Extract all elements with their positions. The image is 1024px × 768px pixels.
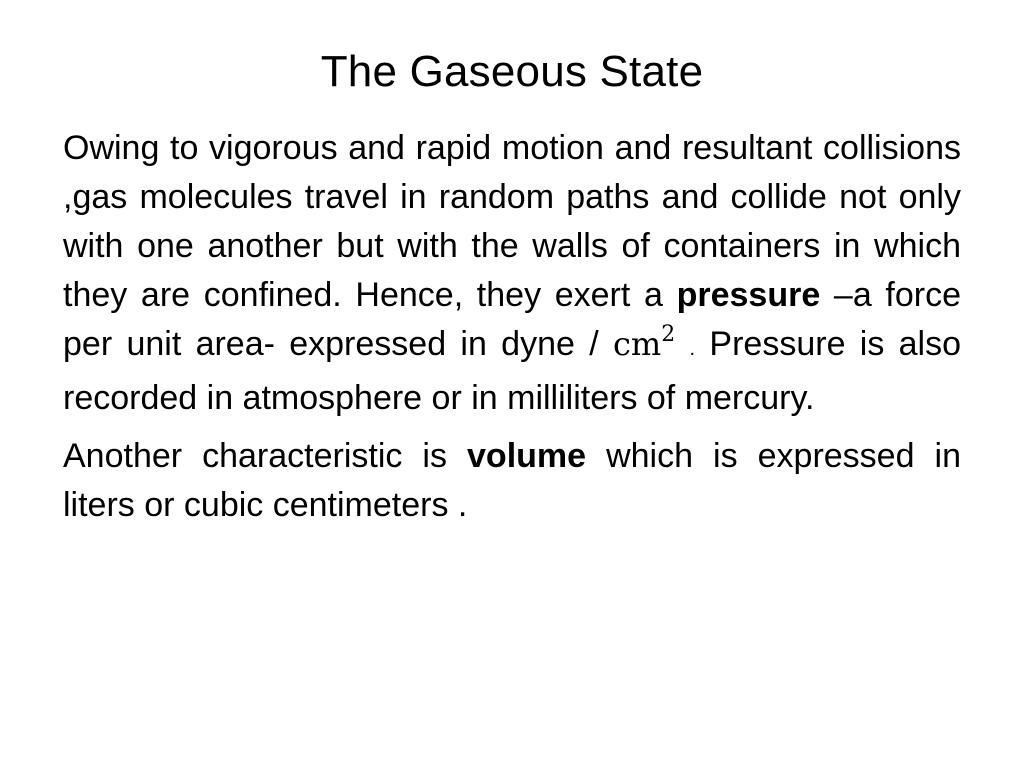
paragraph-pressure bbox=[63, 124, 961, 423]
paragraph-text: Pressure is also recorded in atmosphere or in milliliters of mercury. bbox=[63, 325, 962, 417]
paragraph-text: –a force per unit area- expressed in dyne / bbox=[63, 276, 961, 363]
unit-exponent: 2 bbox=[661, 322, 676, 347]
slide-body bbox=[63, 124, 961, 530]
unit-cm-squared bbox=[612, 322, 676, 363]
unit-base: cm bbox=[612, 325, 662, 363]
slide-title: The Gaseous State bbox=[320, 47, 704, 96]
bold-term-volume: volume bbox=[467, 437, 587, 475]
unit-dot: . bbox=[689, 338, 696, 360]
paragraph-volume bbox=[63, 432, 961, 530]
paragraph-text: Owing to vigorous and rapid motion and resultant collisions ,gas molecules travel in random paths and collide not only with one another but with the walls of containers in which they are confined. Hence, they exert a bbox=[63, 129, 961, 314]
paragraph-text: which is expressed in liters or cubic centimeters . bbox=[63, 437, 961, 524]
bold-term-pressure: pressure bbox=[676, 276, 821, 314]
paragraph-text: Another characteristic is bbox=[63, 437, 447, 475]
